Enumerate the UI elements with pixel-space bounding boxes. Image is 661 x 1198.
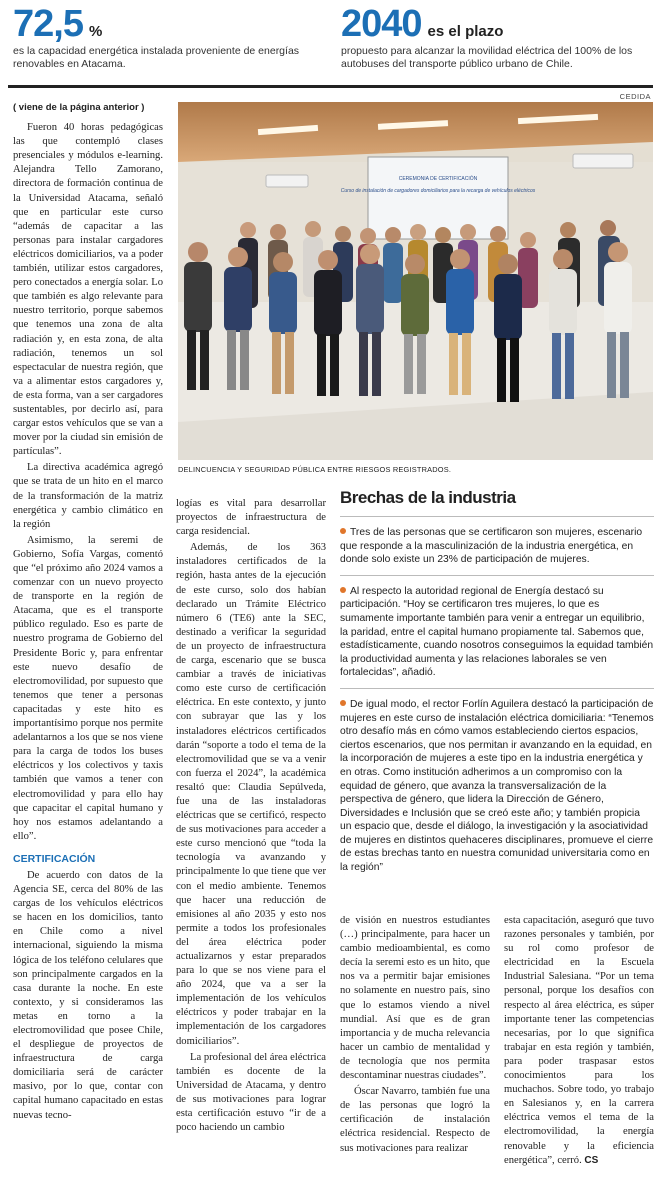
bullet-icon	[340, 528, 346, 534]
paragraph: logías es vital para desarrollar proyectos de infraestructura de carga residencial.	[176, 498, 326, 538]
sidebar-item	[340, 575, 654, 688]
paragraph	[504, 914, 654, 1168]
stat-unit: %	[88, 23, 103, 40]
paragraph: de visión en nuestros estudiantes (…) principalmente, para hacer un cambio medioambiental, es como decía la seremi esto es un hito, que nos va a permitir bajar emisiones no solamente en nuestro país, sino que lo estamos viendo a nivel mundial. Así que es de gran importancia y de mucha relevancia hacer un cambio de mentalidad y de tecnología que nos permita descontaminar nuestras ciudades”.	[340, 915, 490, 1082]
screen-title: CEREMONIA DE CERTIFICACIÓN	[398, 176, 478, 182]
group-photo-illustration	[178, 102, 653, 460]
bullet-icon	[340, 587, 346, 593]
stat-unit: es el plazo	[427, 23, 504, 40]
paragraph: Óscar Navarro, también fue una de las personas que logró la certificación de instalación eléctrica residencial. Respecto de sus motivaciones para realizar	[340, 1086, 490, 1154]
paragraph: De acuerdo con datos de la Agencia SE, cerca del 80% de las cargas de los vehículos eléctricos se hacen en los domicilios, tanto en Chile como a nivel internacional, siguiendo la misma lógica de los teléfono celulares que son principalmente cargados en la casa durante la noche. En este contexto, y si consideramos las metas en torno a la electromovilidad que posee Chile, el despliegue de proyectos de infraestructura de carga domiciliaria será de carácter masivo, por lo que, contar con capital humano capacitado en estas nuevas tecno-	[13, 869, 163, 1121]
top-divider	[8, 85, 653, 88]
continued-note: ( viene de la página anterior )	[13, 102, 145, 113]
sidebar-item-text: Al respecto la autoridad regional de Energía destacó su participación. “Hoy se certificaron tres mujeres, lo que es sumamente importante también para venir a entregar un equilibrio, la paridad, entre el capital humano propiamente tal. Sabemos que, estadísticamente, cuando nosotros conseguimos la equidad también la productividad aumenta y las relaciones laborales se ven fortalecidas”, añadió.	[340, 585, 654, 679]
article-column-4	[504, 914, 654, 1193]
paragraph: Además, de los 363 instaladores certificados de la región, hasta antes de la ejecución de este curso, solo dos habían declarado un Trámite Eléctrico número 6 (TE6) ante la SEC, destinado a verificar la seguridad de un proyecto de infraestructura de carga, escenario que se busca cambiar a través de iniciativas como este curso de certificación eléctrica. En este contexto, y junto con subrayar que las y los instaladores eléctricos certificados darán “soporte a todo el tema de la electromovilidad que se va a venir con fuerza el 2024”, la académica resaltó que: Claudia Sepúlveda, fue una de las instaladoras eléctricas que se certificó, respecto de sus motivaciones para acceder a este curso mencionó que “toda la tecnología va avanzando y principalmente lo que tiene que ver con el medio ambiente. Tenemos que hacer una reducción de emisiones al año 2035 y esto nos permite a todos los profesionales del área eléctrica poder actualizarnos y estar preparados para lo que se nos viene para el año 2024, que va a ser la implementación de los vehículos eléctricos y poder trabajar en la implementación de los cargadores domiciliarios”.	[176, 542, 326, 1047]
photo-credit: CEDIDA	[619, 92, 651, 101]
bullet-icon	[340, 700, 346, 706]
paragraph-text: esta capacitación, aseguró que tuvo razones personales y también, por su rol como profesor de electricidad en la Escuela Industrial Salesiana. “Por un tema personal, porque los desafíos con respecto al área eléctrica, es súper importante tener las competencias necesarias, por lo que significa trabajar en esta región y también, para poder traspasar estos conocimientos para los muchachos. Sobre todo, yo trabajo en Salesianos y, en la carrera eléctrica vemos el tema de la electromovilidad, la energía renovable y la eficiencia energética”, cerró.	[504, 915, 654, 1166]
event-photo	[178, 102, 653, 460]
stat-deadline	[341, 4, 656, 71]
end-mark: CS	[584, 1154, 599, 1166]
sidebar-item-text: Tres de las personas que se certificaron son mujeres, escenario que responde a la masculinización de la industria energética, en donde solo existe un 23% de participación de mujeres.	[340, 527, 643, 566]
sidebar-item-text: De igual modo, el rector Forlín Aguilera destacó la participación de mujeres en este curso de instalación eléctrica domiciliaria: “Tenemos otro desafío más en cómo vamos estableciendo ciertos espacios, ciertos escenarios, que nos permitan ir avanzando en la equidad, en la incorporación de mujeres a este tipo en la industria energética y en otras. Como institución adherimos a un compromiso con la equidad de género, que avanza la transversalización de la perspectiva de género, que lidera la Dirección de Género, Diversidades e Inclusión que se creó este año; y también propicia un espacio que, desde el diálogo, la investigación y la asociatividad de mujeres en distintos quehaceres disciplinares, promueve el cierre de estas brechas tanto en nuestra comunidad universitaria como en la región”	[340, 698, 654, 874]
paragraph: Fueron 40 horas pedagógicas las que contempló clases presenciales y módulos e-learning. Alejandra Tello Zamorano, directora de formación continua de la Universidad Atacama, señaló que en particular este curso “además de capacitar a las personas para instalar cargadores eléctricos domiciliarios, va a poder también, utilizar estos cargadores, pero conectados a energía solar. Lo que también es algo relevante para nuestro territorio, porque sabemos que tenemos una zona de alta radiación y, en esta zona, de alta radiación, tenemos un sol espectacular de nuestra región, que va a alimentar estos cargadores y, de esta forma, van a ser cargadores sustentables, por decirlo así, para cargar estos vehículos que se van a mover por la ciudad sin emisión de partículas”.	[13, 122, 163, 458]
stat-number: 72,5	[13, 3, 83, 45]
paragraph: Asimismo, la seremi de Gobierno, Sofía Vargas, comentó que “el próximo año 2024 vamos a comenzar con un nuevo proyecto de transporte en la región de Atacama, que es el transporte público regulado. Eso es parte de nuestro programa de Gobierno del Presidente Boric y, para enfrentar este nuevo desafío de electromovilidad, por supuesto que tenemos que tener a personas capacitadas y este hito es importantísimo porque nos permite adelantarnos a los que se nos viene para la carga de todos los buses eléctricos y los colectivos y taxis también que vamos a tener con electromovilidad y para ello hay que capacitar el capital humano y hoy nos estamos adelantando a ello”.	[13, 534, 163, 842]
sidebar-item	[340, 516, 654, 575]
paragraph: La profesional del área eléctrica también es docente de la Universidad de Atacama, y dentro de sus motivaciones para lograr esta certificación estuvo “ir de a poco haciendo un cambio	[176, 1051, 326, 1134]
stat-description: es la capacidad energética instalada proveniente de energías renovables en Atacama.	[13, 45, 300, 70]
article-column-2	[176, 497, 326, 1193]
screen-subtitle: Curso de instalación de cargadores domiciliarios para la recarga de vehículos eléctricos	[340, 188, 536, 194]
article-column-1	[13, 101, 163, 1193]
stat-number: 2040	[341, 3, 422, 45]
sidebar-title: Brechas de la industria	[340, 488, 516, 507]
section-subhead: CERTIFICACIÓN	[13, 852, 96, 865]
article-column-3	[340, 914, 490, 1193]
stat-renewables	[13, 4, 323, 71]
paragraph: La directiva académica agregó que se trata de un hito en el marco de la transformación de la matriz energética y cambio climático en la región	[13, 462, 163, 530]
photo-caption: DELINCUENCIA Y SEGURIDAD PÚBLICA ENTRE RIESGOS REGISTRADOS.	[178, 465, 452, 474]
stat-description: propuesto para alcanzar la movilidad eléctrica del 100% de los autobuses del transporte público urbano de Chile.	[341, 45, 633, 70]
sidebar-item	[340, 688, 654, 883]
sidebar-box	[340, 485, 654, 910]
